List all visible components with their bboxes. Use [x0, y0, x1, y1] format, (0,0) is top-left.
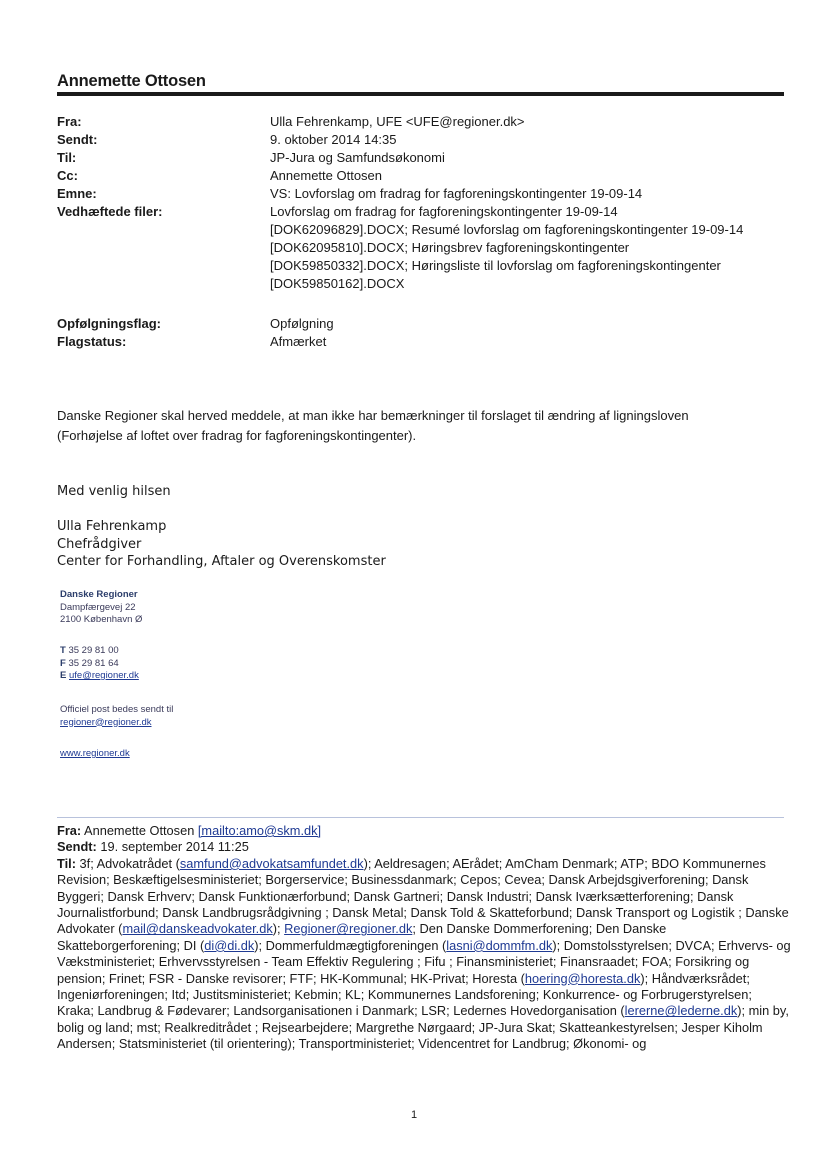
- from-label: Fra:: [57, 114, 82, 129]
- phone-line: [60, 645, 139, 658]
- fax-number: 35 29 81 64: [68, 657, 119, 669]
- header-row-cc: [57, 167, 787, 185]
- forwarded-sent-label: Sendt:: [57, 839, 97, 855]
- fax-label: F: [60, 657, 66, 669]
- forwarded-sent: [57, 839, 791, 855]
- cc-value: Annemette Ottosen: [270, 168, 383, 183]
- header-row-attachments: [57, 203, 787, 293]
- forwarded-from-name: Annemette Ottosen: [84, 823, 195, 838]
- org-street: Dampfærgevej 22: [60, 601, 136, 613]
- official-email-link[interactable]: regioner@regioner.dk: [60, 716, 152, 728]
- to-value: JP-Jura og Samfundsøkonomi: [270, 150, 445, 165]
- to-label: Til:: [57, 150, 77, 165]
- recipients-text: );: [272, 921, 285, 937]
- sent-value: 9. oktober 2014 14:35: [270, 132, 397, 147]
- official-mail: [60, 704, 173, 729]
- cc-label: Cc:: [57, 168, 78, 183]
- flag-status-label: Flagstatus:: [57, 334, 127, 349]
- forwarded-header: [57, 823, 791, 1053]
- header-row-from: [57, 113, 787, 131]
- website-link[interactable]: www.regioner.dk: [60, 748, 130, 759]
- subject-label: Emne:: [57, 186, 97, 201]
- message-body: [57, 406, 787, 446]
- flag-value: Opfølgning: [270, 316, 334, 331]
- page-number: 1: [410, 1109, 418, 1121]
- recipient-email-link[interactable]: lererne@lederne.dk: [624, 1003, 738, 1019]
- forwarded-sent-value: 19. september 2014 11:25: [100, 839, 249, 855]
- header-row-sent: [57, 131, 787, 149]
- attachment-line[interactable]: [DOK62096829].DOCX; Resumé lovforslag om fagforeningskontingenter 19-09-14: [270, 222, 744, 237]
- forwarded-from-mailto[interactable]: [mailto:amo@skm.dk]: [197, 823, 322, 838]
- attachments-list: [270, 203, 787, 293]
- forwarded-recipients: [57, 856, 791, 1053]
- header-row-subject: [57, 185, 787, 203]
- forwarded-to-label: Til:: [57, 855, 76, 871]
- recipient-email-link[interactable]: mail@danskeadvokater.dk: [122, 921, 273, 937]
- attachment-line[interactable]: [DOK59850162].DOCX: [270, 276, 405, 291]
- org-name: Danske Regioner: [60, 589, 138, 600]
- header-row-to: [57, 149, 787, 167]
- sent-label: Sendt:: [57, 132, 98, 147]
- fax-line: [60, 658, 139, 671]
- recipients-text: ); Håndværksrådet; Ingeniørforeningen; Itd; Justitsministeriet; Kebmin; KL; Kommunernes Landsforening; Konkurrence- og Forbrugerstyrelsen; Kraka; Landbrug & Fødevarer; Landsorganisationen i Danmark; LSR; Ledernes Hovedorganisation (: [57, 970, 752, 1019]
- official-text: Officiel post bedes sendt til: [60, 704, 174, 715]
- recipients-text: ; Den Danske Dommerforening; Den Danske Skatteborgerforening; DI (: [57, 921, 667, 953]
- forward-separator: [57, 817, 784, 818]
- recipients-text: ); Domstolsstyrelsen; DVCA; Erhvervs- og Vækstministeriet; Erhvervsstyrelsen - Team Effektiv Regulering ; Fifu ; Finansministeriet; Finansraadet; FOA; Forsikring og pension; Frinet; FSR - Danske revisorer; FTF; HK-Kommunal; HK-Privat; Horesta (: [57, 937, 791, 986]
- website: [60, 748, 130, 761]
- recipients-text: ); Aeldresagen; AErådet; AmCham Denmark; ATP; BDO Kommunernes Revision; Beskæftigelsesministeriet; Borgerservice; Businessdanmark; Cepos; Cevea; Dansk Arbejdsgiverforening; Dansk Byggeri; Dansk Erhverv; Dansk Funktionærforbund; Dansk Gartneri; Dansk Industri; Dansk Iværksætterforening; Dansk Journalistforbund; Dansk Landbrugsrådgivning ; Dansk Metal; Dansk Told & Skatteforbund; Dansk Transport og Logistik ; Danske Advokater (: [57, 855, 789, 937]
- recipient-email-link[interactable]: Regioner@regioner.dk: [284, 921, 413, 937]
- flag-status-value: Afmærket: [270, 334, 327, 349]
- email-link[interactable]: ufe@regioner.dk: [68, 670, 139, 681]
- phone-label: T: [60, 645, 66, 656]
- forwarded-from: [57, 823, 791, 839]
- phone-number: 35 29 81 00: [68, 645, 119, 656]
- from-value: Ulla Fehrenkamp, UFE <UFE@regioner.dk>: [270, 114, 525, 129]
- forwarded-from-label: Fra:: [57, 823, 82, 838]
- org-contact: [60, 645, 139, 683]
- body-line: Danske Regioner skal herved meddele, at man ikke har bemærkninger til forslaget til ændring af ligningsloven: [57, 408, 689, 423]
- email-header: [57, 113, 787, 293]
- recipients-text: ); Dommerfuldmægtigforeningen (: [254, 937, 447, 953]
- signature-name: Ulla Fehrenkamp: [57, 519, 167, 534]
- email-line: [60, 670, 139, 683]
- body-line: (Forhøjelse af loftet over fradrag for fagforeningskontingenter).: [57, 428, 417, 443]
- email-label: E: [60, 670, 67, 681]
- attachment-line[interactable]: [DOK62095810].DOCX; Høringsbrev fagforeningskontingenter: [270, 240, 630, 255]
- signature-department: Center for Forhandling, Aftaler og Overenskomster: [57, 554, 386, 569]
- flag-header: [57, 315, 787, 351]
- org-address: [60, 589, 142, 627]
- flag-label: Opfølgningsflag:: [57, 316, 161, 331]
- recipients-text: 3f; Advokatrådet (: [79, 855, 180, 871]
- signature-title: Chefrådgiver: [57, 536, 142, 552]
- subject-value: VS: Lovforslag om fradrag for fagforeningskontingenter 19-09-14: [270, 186, 643, 201]
- greeting: Med venlig hilsen: [57, 484, 171, 499]
- signature: [57, 518, 386, 571]
- recipients-text: ); min by, bolig og land; mst; Realkreditrådet ; Rejsearbejdere; Margrethe Nørgaard; JP-Jura Skat; Skatteankestyrelsen; Jesper Kiholm Andersen; Statsministeriet (til orientering); Transportministeriet; Videncentret for Landbrug; Økonomi- og: [57, 1003, 789, 1052]
- header-row-flag: [57, 315, 787, 333]
- header-row-flag-status: [57, 333, 787, 351]
- recipient-email-link[interactable]: lasni@dommfm.dk: [446, 937, 553, 953]
- attachments-label: Vedhæftede filer:: [57, 204, 163, 219]
- org-city: 2100 København Ø: [60, 614, 143, 625]
- attachment-line[interactable]: Lovforslag om fradrag for fagforeningskontingenter 19-09-14: [270, 204, 618, 219]
- recipient-email-link[interactable]: di@di.dk: [204, 937, 255, 953]
- mailbox-owner-name: Annemette Ottosen: [57, 72, 206, 90]
- attachment-line[interactable]: [DOK59850332].DOCX; Høringsliste til lovforslag om fagforeningskontingenter: [270, 258, 721, 273]
- header-rule: [57, 92, 784, 96]
- recipient-email-link[interactable]: samfund@advokatsamfundet.dk: [179, 855, 364, 871]
- recipient-email-link[interactable]: hoering@horesta.dk: [524, 970, 641, 986]
